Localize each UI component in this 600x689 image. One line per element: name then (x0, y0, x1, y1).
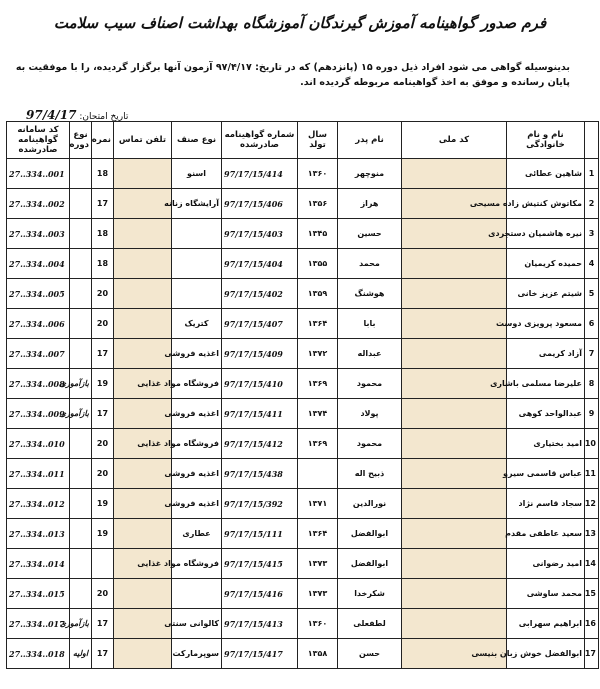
father-name: ابوالفضل (338, 519, 402, 549)
course-type (70, 249, 92, 279)
birth-year (298, 459, 338, 489)
card-system-code: 27..334..006 (7, 309, 70, 339)
col-father: نام پدر (338, 122, 402, 159)
score: 20 (92, 309, 114, 339)
person-name: حمیده کریمیان (507, 249, 585, 279)
person-name: عبدالواحد کوهی (507, 399, 585, 429)
phone-redacted (114, 189, 172, 219)
card-system-code: 27..334..002 (7, 189, 70, 219)
table-row (7, 249, 599, 279)
person-name: مکاتوش کنتیش زاده مسیحی (507, 189, 585, 219)
certificate-number: 97/17/15/404 (222, 249, 298, 279)
table-row (7, 639, 599, 669)
col-card-system-code: کد سامانه گواهینامه صادرشده (7, 122, 70, 159)
certificate-number: 97/17/15/417 (222, 639, 298, 669)
score: 20 (92, 459, 114, 489)
business-type: عطاری (172, 519, 222, 549)
father-name: بابا (338, 309, 402, 339)
course-type (70, 429, 92, 459)
father-name: محمود (338, 369, 402, 399)
score: 19 (92, 369, 114, 399)
phone-redacted (114, 519, 172, 549)
national-id-redacted (402, 309, 507, 339)
certificate-number: 97/17/15/413 (222, 609, 298, 639)
national-id-redacted (402, 459, 507, 489)
course-type (70, 159, 92, 189)
birth-year: ۱۳۵۹ (298, 279, 338, 309)
certificate-number: 97/17/15/412 (222, 429, 298, 459)
row-number: 10 (585, 429, 599, 459)
intro-text: بدینوسیله گواهی می شود افراد ذیل دوره ۱۵ (پانزدهم) که در تاریخ: ۹۷/۴/۱۷ آزمون آنها برگزار گردیده، را با موفقیت به پایان رسانده و موفق به اخذ گواهینامه مربوطه گردیده اند. (15, 62, 570, 88)
father-name: ابوالفضل (338, 549, 402, 579)
col-number (585, 122, 599, 159)
row-number: 16 (585, 609, 599, 639)
birth-year: ۱۳۶۴ (298, 309, 338, 339)
row-number: 11 (585, 459, 599, 489)
score: 17 (92, 399, 114, 429)
course-type (70, 519, 92, 549)
row-number: 5 (585, 279, 599, 309)
birth-year: ۱۳۶۰ (298, 609, 338, 639)
score: 18 (92, 249, 114, 279)
exam-date-label: تاریخ امتحان: (79, 112, 129, 122)
course-type (70, 549, 92, 579)
card-system-code: 27..334..014 (7, 549, 70, 579)
card-system-code: 27..334..015 (7, 579, 70, 609)
certificate-number: 97/17/15/410 (222, 369, 298, 399)
score: 17 (92, 609, 114, 639)
national-id-redacted (402, 579, 507, 609)
table-row (7, 219, 599, 249)
row-number: 12 (585, 489, 599, 519)
birth-year: ۱۳۵۶ (298, 189, 338, 219)
card-system-code: 27..334..001 (7, 159, 70, 189)
national-id-redacted (402, 489, 507, 519)
person-name: شیتم عزیز خانی (507, 279, 585, 309)
person-name: سجاد قاسم نژاد (507, 489, 585, 519)
row-number: 1 (585, 159, 599, 189)
table-row (7, 519, 599, 549)
course-type: بازآموزی (70, 369, 92, 399)
birth-year: ۱۳۶۰ (298, 159, 338, 189)
table-row (7, 609, 599, 639)
phone-redacted (114, 309, 172, 339)
national-id-redacted (402, 399, 507, 429)
business-type: سوپرمارکت (172, 639, 222, 669)
row-number: 2 (585, 189, 599, 219)
col-course-type: نوع دوره (70, 122, 92, 159)
national-id-redacted (402, 339, 507, 369)
national-id-redacted (402, 609, 507, 639)
row-number: 17 (585, 639, 599, 669)
birth-year: ۱۳۷۴ (298, 399, 338, 429)
person-name: ابراهیم سهرابی (507, 609, 585, 639)
table-row (7, 429, 599, 459)
business-type: اغذیه فروشی (172, 489, 222, 519)
person-name: سعید عاطفی مقدم (507, 519, 585, 549)
national-id-redacted (402, 279, 507, 309)
certificate-number: 97/17/15/409 (222, 339, 298, 369)
business-type: کالوانی سنتی (172, 609, 222, 639)
national-id-redacted (402, 249, 507, 279)
course-type (70, 339, 92, 369)
course-type (70, 579, 92, 609)
phone-redacted (114, 459, 172, 489)
business-type (172, 219, 222, 249)
national-id-redacted (402, 159, 507, 189)
row-number: 3 (585, 219, 599, 249)
person-name: ابوالفضل خوش زبان بنیسی (507, 639, 585, 669)
certificate-number: 97/17/15/438 (222, 459, 298, 489)
course-type (70, 489, 92, 519)
person-name: محمد ساوشی (507, 579, 585, 609)
father-name: عبداله (338, 339, 402, 369)
business-type: فروشگاه مواد غذایی (172, 429, 222, 459)
birth-year: ۱۳۷۱ (298, 489, 338, 519)
score: 18 (92, 219, 114, 249)
business-type (172, 579, 222, 609)
certificate-number: 97/17/15/392 (222, 489, 298, 519)
card-system-code: 27..334..018 (7, 639, 70, 669)
certificate-number: 97/17/15/111 (222, 519, 298, 549)
score: 19 (92, 489, 114, 519)
score: 19 (92, 519, 114, 549)
certificate-number: 97/17/15/415 (222, 549, 298, 579)
business-type: اغذیه فروشی (172, 399, 222, 429)
person-name: امید رضوانی (507, 549, 585, 579)
card-system-code: 27..334..008 (7, 369, 70, 399)
card-system-code: 27..334..009 (7, 399, 70, 429)
table-row (7, 579, 599, 609)
row-number: 4 (585, 249, 599, 279)
card-system-code: 27..334..007 (7, 339, 70, 369)
table-row (7, 549, 599, 579)
row-number: 13 (585, 519, 599, 549)
certificate-number: 97/17/15/407 (222, 309, 298, 339)
phone-redacted (114, 159, 172, 189)
card-system-code: 27..334..004 (7, 249, 70, 279)
father-name: منوچهر (338, 159, 402, 189)
person-name: آزاد کریمی (507, 339, 585, 369)
score: 18 (92, 159, 114, 189)
table-header-row (7, 122, 599, 159)
table-row (7, 309, 599, 339)
birth-year: ۱۳۷۲ (298, 339, 338, 369)
exam-date-value: 97/4/17 (26, 108, 77, 122)
father-name: پولاد (338, 399, 402, 429)
score: 17 (92, 639, 114, 669)
col-name: نام و نام خانوادگی (507, 122, 585, 159)
card-system-code: 27..334..013 (7, 519, 70, 549)
course-type (70, 189, 92, 219)
person-name: شاهین عطائی (507, 159, 585, 189)
birth-year: ۱۳۵۵ (298, 249, 338, 279)
exam-date (20, 108, 128, 122)
business-type: اغذیه فروشی (172, 459, 222, 489)
phone-redacted (114, 639, 172, 669)
business-type: فروشگاه مواد غذایی (172, 549, 222, 579)
course-type (70, 219, 92, 249)
course-type: بازآموزی (70, 399, 92, 429)
form-title: فرم صدور گواهینامه آموزش گیرندگان آموزشگاه بهداشت اصناف سیب سلامت (53, 14, 547, 32)
business-type: آرایشگاه زنانه (172, 189, 222, 219)
birth-year: ۱۳۷۳ (298, 579, 338, 609)
certificate-number: 97/17/15/406 (222, 189, 298, 219)
person-name: مسعود پرویزی دوست (507, 309, 585, 339)
col-phone: تلفن تماس (114, 122, 172, 159)
row-number: 6 (585, 309, 599, 339)
birth-year: ۱۳۶۹ (298, 429, 338, 459)
father-name: محمود (338, 429, 402, 459)
phone-redacted (114, 579, 172, 609)
national-id-redacted (402, 549, 507, 579)
score: 17 (92, 189, 114, 219)
national-id-redacted (402, 519, 507, 549)
phone-redacted (114, 219, 172, 249)
col-score: نمره (92, 122, 114, 159)
phone-redacted (114, 249, 172, 279)
card-system-code: 27..334..017 (7, 609, 70, 639)
father-name: لطفعلی (338, 609, 402, 639)
business-type: اغذیه فروشی (172, 339, 222, 369)
father-name: ذبیح اله (338, 459, 402, 489)
table-row (7, 489, 599, 519)
table-row (7, 189, 599, 219)
business-type (172, 279, 222, 309)
row-number: 15 (585, 579, 599, 609)
course-type (70, 279, 92, 309)
card-system-code: 27..334..012 (7, 489, 70, 519)
phone-redacted (114, 339, 172, 369)
card-system-code: 27..334..010 (7, 429, 70, 459)
score: 20 (92, 279, 114, 309)
father-name: حسین (338, 219, 402, 249)
row-number: 8 (585, 369, 599, 399)
national-id-redacted (402, 429, 507, 459)
father-name: نورالدین (338, 489, 402, 519)
row-number: 7 (585, 339, 599, 369)
phone-redacted (114, 609, 172, 639)
row-number: 14 (585, 549, 599, 579)
certificate-number: 97/17/15/402 (222, 279, 298, 309)
father-name: هراز (338, 189, 402, 219)
birth-year: ۱۳۶۴ (298, 519, 338, 549)
col-birth-year: سال تولد (298, 122, 338, 159)
person-name: نیره هاشمیان دستجردی (507, 219, 585, 249)
father-name: محمد (338, 249, 402, 279)
father-name: هوشنگ (338, 279, 402, 309)
person-name: امید بختیاری (507, 429, 585, 459)
business-type: فروشگاه مواد غذایی (172, 369, 222, 399)
business-type (172, 249, 222, 279)
course-type (70, 309, 92, 339)
business-type: اسنو (172, 159, 222, 189)
score (92, 549, 114, 579)
course-type (70, 459, 92, 489)
certificate-number: 97/17/15/414 (222, 159, 298, 189)
birth-year: ۱۳۶۹ (298, 369, 338, 399)
table-row (7, 399, 599, 429)
table-row (7, 369, 599, 399)
score: 20 (92, 579, 114, 609)
row-number: 9 (585, 399, 599, 429)
course-type: اولیه (70, 639, 92, 669)
person-name: علیرضا مسلمی باشاری (507, 369, 585, 399)
card-system-code: 27..334..005 (7, 279, 70, 309)
col-certificate-no: شماره گواهینامه صادرشده (222, 122, 298, 159)
certificate-number: 97/17/15/403 (222, 219, 298, 249)
birth-year: ۱۳۴۵ (298, 219, 338, 249)
certificate-number: 97/17/15/416 (222, 579, 298, 609)
birth-year: ۱۳۵۸ (298, 639, 338, 669)
table-row (7, 339, 599, 369)
col-national-id: کد ملی (402, 122, 507, 159)
course-type: بازآموزی (70, 609, 92, 639)
phone-redacted (114, 489, 172, 519)
birth-year: ۱۳۷۳ (298, 549, 338, 579)
score: 20 (92, 429, 114, 459)
score: 17 (92, 339, 114, 369)
table-row (7, 159, 599, 189)
father-name: شکرخدا (338, 579, 402, 609)
business-type: کتریک (172, 309, 222, 339)
phone-redacted (114, 279, 172, 309)
phone-redacted (114, 399, 172, 429)
card-system-code: 27..334..003 (7, 219, 70, 249)
roster-table (6, 121, 599, 669)
person-name: عباس قاسمی سیرو (507, 459, 585, 489)
card-system-code: 27..334..011 (7, 459, 70, 489)
table-row (7, 459, 599, 489)
father-name: حسن (338, 639, 402, 669)
col-business: نوع صنف (172, 122, 222, 159)
certificate-number: 97/17/15/411 (222, 399, 298, 429)
table-row (7, 279, 599, 309)
